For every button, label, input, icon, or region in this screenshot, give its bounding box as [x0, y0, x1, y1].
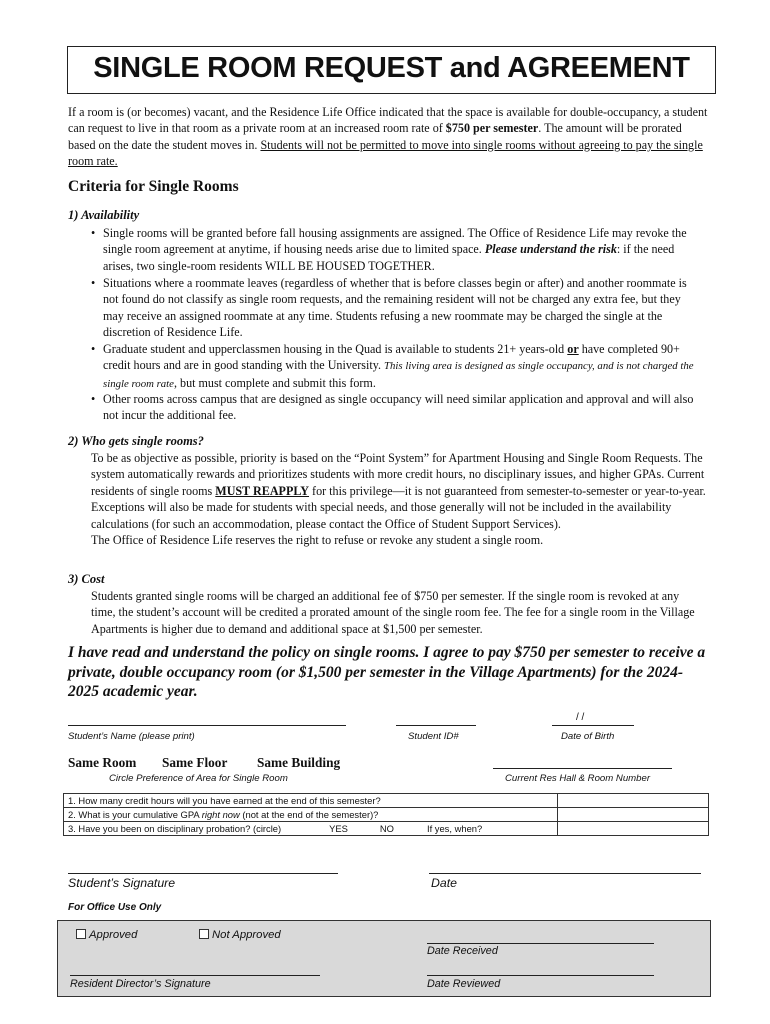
student-signature-line[interactable] — [68, 873, 338, 874]
not-approved-label: Not Approved — [212, 929, 281, 941]
q3-no[interactable]: NO — [379, 823, 394, 834]
q2-text-c: (not at the end of the semester)? — [239, 809, 379, 820]
rd-signature-line[interactable] — [70, 975, 320, 976]
table-row — [64, 794, 709, 808]
bullet-icon: • — [91, 342, 96, 356]
q3-ifyes: If yes, when? — [426, 823, 483, 834]
pref-label: Circle Preference of Area for Single Room — [109, 773, 288, 784]
table-row — [64, 808, 709, 822]
table-row — [64, 822, 709, 836]
dob-slashes: / / — [576, 712, 585, 723]
bullet-icon: • — [91, 392, 96, 406]
availability-bullet-4 — [91, 391, 703, 424]
student-id-label: Student ID# — [408, 731, 459, 742]
b3-italic: This living area is designed as single occupancy, and is not charged the single room rate — [103, 360, 694, 390]
availability-heading: 1) Availability — [68, 208, 140, 222]
bullet-icon: • — [91, 226, 96, 240]
date-received-label: Date Received — [427, 945, 498, 957]
agreement-statement: I have read and understand the policy on single rooms. I agree to pay $750 per semester to receive a private, double occupancy room (or $1,500 per semester in the Village Apartments) for the 2024-2025 academic year. — [68, 644, 706, 700]
cost-heading: 3) Cost — [68, 572, 105, 586]
b3-or: or — [567, 342, 579, 356]
cost-paragraph: Students granted single rooms will be charged an additional fee of $750 per semester. If the single room is revoked at any time, the student’s account will be credited a prorated amount of the single room fee. The fee for a single room in the Village Apartments is higher due to demand and additional space at $1,500 per semester. — [91, 589, 695, 636]
intro-text-2: . The amount will be prorated based on the date the student moves in. — [68, 121, 682, 152]
rd-signature-label: Resident Director’s Signature — [70, 978, 211, 990]
who-text-3: The Office of Residence Life reserves the right to refuse or revoke any student a single room. — [91, 533, 544, 548]
q2-answer-cell[interactable] — [558, 808, 709, 822]
pref-same-floor[interactable]: Same Floor — [162, 755, 228, 770]
who-must: MUST REAPPLY — [215, 483, 310, 498]
questions-table — [63, 793, 709, 836]
q2-label — [64, 808, 558, 822]
res-hall-line[interactable] — [493, 768, 672, 769]
signature-date-label: Date — [431, 876, 457, 890]
q2-text-b: right now — [201, 809, 240, 820]
q1-label: 1. How many credit hours will you have earned at the end of this semester? — [64, 794, 558, 808]
who-text-2: for this privilege—it is not guaranteed from semester-to-semester or year-to-year. Exceptions will also be made for students with special needs, and those generally will not be included in the availability calculations (for such an accommodation, please contact the Office of Student Support Services). — [91, 483, 706, 531]
b1-tail: : if the need arises, two single-room residents WILL BE HOUSED TOGETHER. — [103, 242, 675, 273]
not-approved-option[interactable] — [199, 929, 281, 941]
pref-same-building[interactable]: Same Building — [257, 755, 341, 770]
res-hall-label: Current Res Hall & Room Number — [505, 773, 651, 784]
student-id-line[interactable] — [396, 725, 476, 726]
date-reviewed-line[interactable] — [427, 975, 654, 976]
q1-answer-cell[interactable] — [558, 794, 709, 808]
intro-rate: $750 per semester — [445, 121, 539, 136]
approved-label: Approved — [89, 929, 138, 941]
b3-mid: have completed 90+ credit hours and are in good standing with the University. — [103, 342, 680, 373]
availability-bullet-2 — [91, 275, 703, 341]
dob-label: Date of Birth — [561, 731, 615, 742]
who-paragraph — [91, 450, 706, 548]
pref-same-room[interactable]: Same Room — [68, 755, 137, 770]
availability-bullet-3 — [91, 341, 703, 392]
checkbox-icon[interactable] — [199, 929, 209, 939]
intro-paragraph — [68, 104, 708, 170]
who-heading: 2) Who gets single rooms? — [68, 434, 204, 448]
page-title: SINGLE ROOM REQUEST and AGREEMENT — [93, 52, 690, 84]
q3-text: 3. Have you been on disciplinary probation? (circle) — [68, 823, 282, 834]
student-signature-label: Student’s Signature — [68, 876, 176, 890]
q3-label — [64, 822, 558, 836]
criteria-heading: Criteria for Single Rooms — [68, 178, 239, 195]
q3-yes[interactable]: YES — [329, 823, 348, 834]
intro-text-1: If a room is (or becomes) vacant, and the Residence Life Office indicated that the space is available for double-occupancy, a student can request to live in that room as a private room at an increased room rate of — [68, 105, 708, 136]
signature-date-line[interactable] — [429, 873, 701, 874]
b3-text: Graduate student and upperclassmen housing in the Quad is available to students 21+ years-old — [103, 342, 568, 356]
intro-underlined: Students will not be permitted to move into single rooms without agreeing to pay the single room rate. — [68, 137, 703, 169]
b1-emph: Please understand the risk — [484, 242, 617, 257]
date-reviewed-label: Date Reviewed — [427, 978, 501, 990]
approved-option[interactable] — [76, 929, 137, 941]
student-name-line[interactable] — [68, 725, 346, 726]
checkbox-icon[interactable] — [76, 929, 86, 939]
who-text-1: To be as objective as possible, priority is based on the “Point System” for Apartment Housing and Single Room Requests. The system automatically rewards and prioritizes students with more credit hours, no disciplinary issues, and higher GPAs. Current residents of single rooms — [91, 451, 705, 498]
b4-text: Other rooms across campus that are designed as single occupancy will need similar application and approval and will also not incur the additional fee. — [103, 392, 694, 423]
bullet-icon: • — [91, 276, 96, 290]
student-name-label: Student’s Name (please print) — [68, 731, 195, 742]
b3-tail: , but must complete and submit this form. — [173, 375, 376, 390]
b1-text: Single rooms will be granted before fall housing assignments are assigned. The Office of Residence Life may revoke the single room agreement at anytime, if housing needs arise due to limited space. — [103, 226, 687, 257]
office-use-heading: For Office Use Only — [68, 902, 162, 913]
q3-answer-cell[interactable] — [558, 822, 709, 836]
date-received-line[interactable] — [427, 943, 654, 944]
q2-text-a: 2. What is your cumulative GPA — [68, 809, 202, 820]
b2-text: Situations where a roommate leaves (regardless of whether that is before classes begin or after) and another roommate is not found do not classify as single room requests, and the remaining resident will not be charged any extra fee, but they may receive an assigned roommate at any time. Students refusing a new roommate may be charged the single at the discretion of Residence Life. — [103, 276, 687, 340]
dob-line[interactable] — [552, 725, 634, 726]
office-use-box — [57, 920, 711, 997]
availability-bullet-1 — [91, 225, 703, 274]
title-box — [67, 46, 716, 94]
